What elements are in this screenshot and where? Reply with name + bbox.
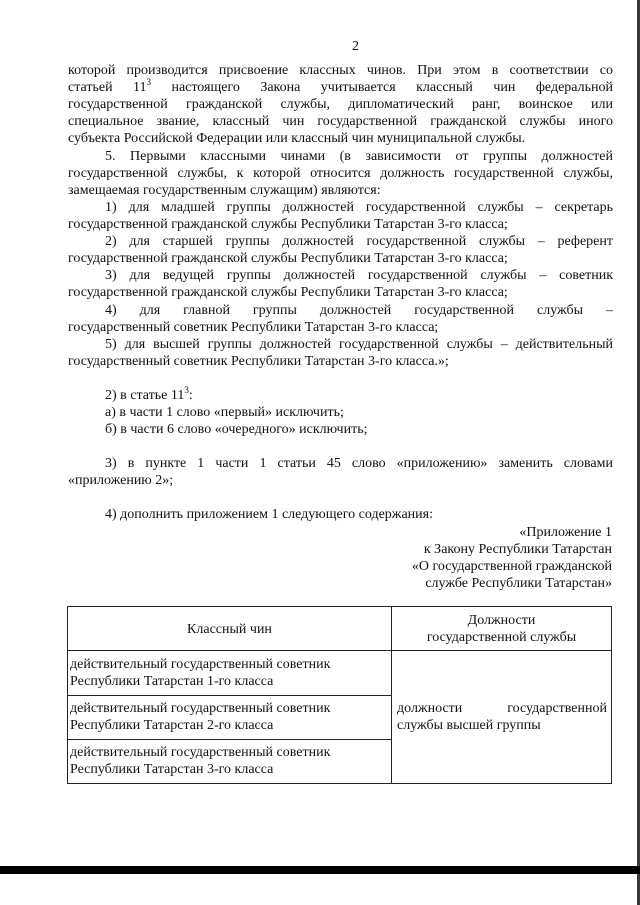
body-line-6: 5. Первыми классными чинами (в зависимости от группы должностей <box>105 149 613 164</box>
body-line-18: государственный советник Республики Татарстан 3-го класса.»; <box>68 354 449 369</box>
body-line-7: государственной службы, к которой относится должность государственной службы, <box>68 166 613 181</box>
body-line-10: государственной гражданской службы Республики Татарстан 3-го класса; <box>68 217 508 232</box>
scan-bottom-bar <box>0 866 640 874</box>
body-line-2-start: статьей 11 <box>68 80 147 95</box>
body-line-19-end: : <box>188 388 193 403</box>
table-row-3-line-1: действительный государственный советник <box>70 745 331 760</box>
table-row-1-line-2: Республики Татарстан 1-го класса <box>70 674 274 689</box>
body-line-8: замещаемая государственным служащим) являются: <box>68 183 381 198</box>
appendix-line-1: «Приложение 1 <box>519 525 612 540</box>
column-header-positions-line-2: государственной службы <box>426 630 577 645</box>
body-line-22: 3) в пункте 1 части 1 статьи 45 слово «приложению» заменить словами <box>105 456 613 471</box>
body-line-21: б) в части 6 слово «очередного» исключить; <box>105 422 368 437</box>
body-line-3: государственной гражданской службы, дипломатический ранг, воинское или <box>68 97 613 112</box>
body-line-17: 5) для высшей группы должностей государственной службы – действительный <box>105 337 613 352</box>
table-row-2-line-2: Республики Татарстан 2-го класса <box>70 718 274 733</box>
superscript: 3 <box>184 385 189 395</box>
appendix-line-3: «О государственной гражданской <box>411 559 612 574</box>
body-line-15: 4) для главной группы должностей государственной службы – <box>105 303 613 318</box>
appendix-line-4: службе Республики Татарстан» <box>425 576 612 591</box>
body-line-4: специальное звание, классный чин государственной гражданской службы иного <box>68 114 613 129</box>
merged-cell-line-2: службы высшей группы <box>397 718 541 733</box>
row-divider <box>68 695 391 696</box>
body-line-9: 1) для младшей группы должностей государственной службы – секретарь <box>105 200 613 215</box>
body-line-12: государственной гражданской службы Республики Татарстан 3-го класса; <box>68 251 508 266</box>
body-line-19-start: 2) в статье 11 <box>105 388 185 403</box>
column-header-class-rank: Классный чин <box>187 622 272 637</box>
body-line-1: которой производится присвоение классных чинов. При этом в соответствии со <box>68 63 613 78</box>
body-line-2-end: настоящего Закона учитывается классный чин федеральной <box>171 80 613 95</box>
body-line-20: а) в части 1 слово «первый» исключить; <box>105 405 344 420</box>
table-row-3-line-2: Республики Татарстан 3-го класса <box>70 762 274 777</box>
body-line-14: государственной гражданской службы Республики Татарстан 3-го класса; <box>68 285 508 300</box>
body-line-5: субъекта Российской Федерации или классный чин муниципальной службы. <box>68 131 526 146</box>
body-line-2 <box>68 79 613 96</box>
page-number: 2 <box>352 39 359 54</box>
table-row-1-line-1: действительный государственный советник <box>70 657 331 672</box>
header-divider <box>68 650 611 651</box>
merged-cell-line-1: должности государственной <box>397 701 607 716</box>
body-line-23: «приложению 2»; <box>68 473 174 488</box>
body-line-13: 3) для ведущей группы должностей государственной службы – советник <box>105 268 613 283</box>
row-divider <box>68 739 391 740</box>
superscript: 3 <box>146 77 151 87</box>
body-line-16: государственный советник Республики Татарстан 3-го класса; <box>68 320 439 335</box>
class-rank-table <box>67 606 612 784</box>
column-header-positions-line-1: Должности <box>467 613 536 628</box>
body-line-24: 4) дополнить приложением 1 следующего содержания: <box>105 507 433 522</box>
body-line-11: 2) для старшей группы должностей государственной службы – референт <box>105 234 613 249</box>
appendix-line-2: к Закону Республики Татарстан <box>423 542 612 557</box>
body-line-19 <box>105 387 193 404</box>
table-row-2-line-1: действительный государственный советник <box>70 701 331 716</box>
